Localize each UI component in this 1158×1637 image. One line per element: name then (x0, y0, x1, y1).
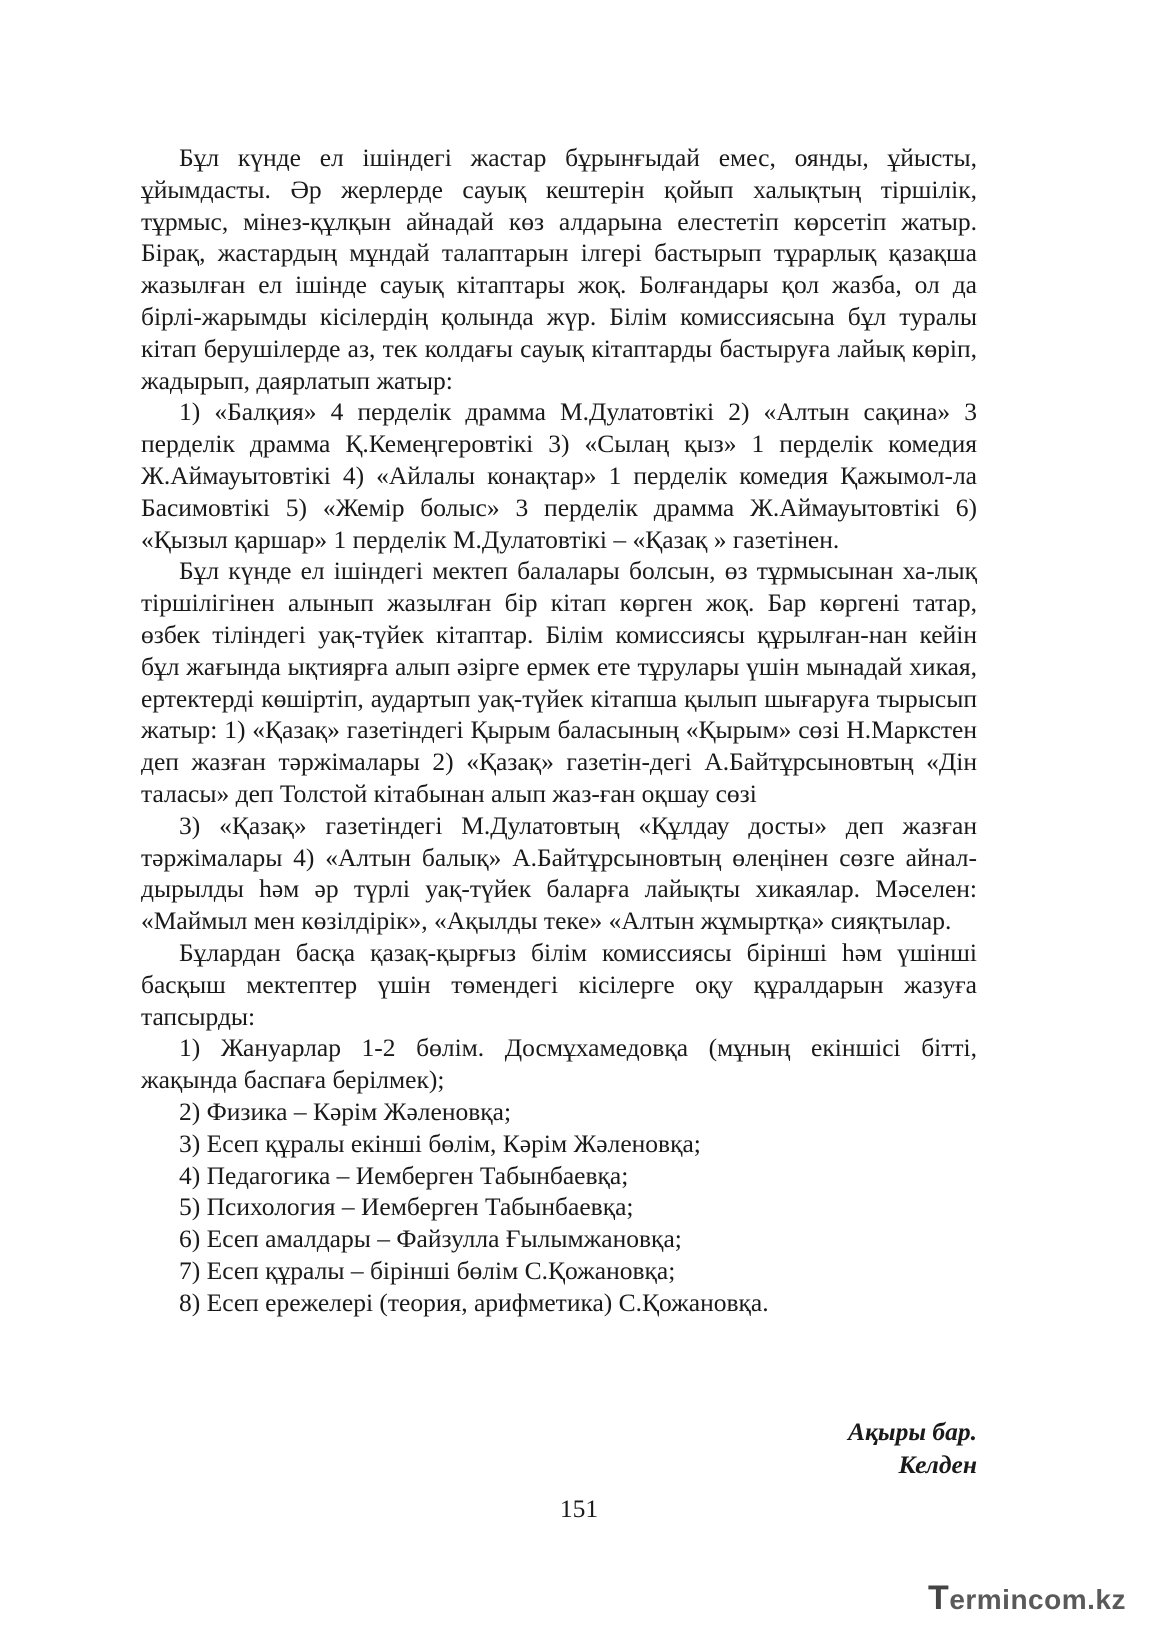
watermark-logo (928, 1581, 1126, 1617)
signature-author: Келден (898, 1450, 977, 1479)
list-item: 4) Педагогика – Иемберген Табынбаевқа; (179, 1160, 629, 1190)
list-item: 5) Психология – Иемберген Табынбаевқа; (179, 1192, 634, 1222)
paragraph: Бұл күнде ел ішіндегі жастар бұрынғыдай емес, оянды, ұйысты, ұйымдасты. Әр жерлерде сауық кештерін қойып халықтың тіршілік, тұрмыс, мінез-құлқын айнадай көз алдарына елестетіп көрсетіп жатыр. Бірақ, жастардың мұндай талаптарын ілгері бастырып тұрарлық қазақша жазылған ел ішінде сауық кітаптары жоқ. Болғандары қол жазба, ол да бірлі-жарымды кісілердің қолында жүр. Білім комиссиясына бұл туралы кітап берушілерде аз, тек колдағы сауық кітаптарды бастыруға лайық көріп, жадырып, даярлатып жатыр: (141, 143, 977, 395)
watermark-tail: m.kz (1061, 1584, 1126, 1615)
watermark-circle-letter: o (1044, 1584, 1062, 1615)
page-body (141, 142, 977, 1318)
paragraph: Бұлардан басқа қазақ-қырғыз білім комиссиясы бірінші һәм үшінші басқыш мектептер үшін төмендегі кісілерге оқу құралдарын жазуға тапсырды: (141, 937, 977, 1031)
list-item: 6) Есеп амалдары – Файзулла Ғылымжановқа; (179, 1224, 682, 1254)
list-item: 7) Есеп құралы – бірінші бөлім С.Қожановқа; (179, 1255, 676, 1285)
paragraph: Бұл күнде ел ішіндегі мектеп балалары болсын, өз тұрмысынан ха-лық тіршілігінен алынып жазылған бір кітап көрген жоқ. Бар көргені татар, өзбек тіліндегі уақ-түйек кітаптар. Білім комиссиясы құрылған-нан кейін бұл жағында ықтиярға алып әзірге ермек ете тұрулары үшін мынадай хикая, ертектерді көшіртіп, аудартып уақ-түйек кітапша қылып шығаруға тырысып жатыр: 1) «Қазақ» газетіндегі Қырым баласының «Қырым» сөзі Н.Маркстен деп жазған тәржімалары 2) «Қазақ» газетін-дегі А.Байтұрсыновтың «Дін таласы» деп Толстой кітабынан алып жаз-ған оқшау сөзі (141, 556, 977, 808)
watermark-text: erminc (949, 1584, 1045, 1615)
list-item: 2) Физика – Кәрім Жәленовқа; (179, 1096, 512, 1126)
paragraph: 1) «Балқия» 4 перделік драмма М.Дулатовтікі 2) «Алтын сақина» 3 перделік драмма Қ.Кемеңгеровтікі 3) «Сылаң қыз» 1 перделік комедия Ж.Аймауытовтікі 4) «Айлалы конақтар» 1 перделік комедия Қажымол-ла Басимовтікі 5) «Жемір болыс» 3 перделік драмма Ж.Аймауытовтікі 6) «Қызыл қаршар» 1 перделік М.Дулатовтікі – «Қазақ » газетінен. (141, 397, 977, 554)
signature (848, 1415, 977, 1481)
list-item: 8) Есеп ережелері (теория, арифметика) С.Қожановқа. (179, 1287, 769, 1317)
paragraph: 3) «Қазақ» газетіндегі М.Дулатовтың «Құлдау досты» деп жазған тәржімалары 4) «Алтын балық» А.Байтұрсыновтың өлеңінен сөзге айнал-дырылды һәм әр түрлі уақ-түйек баларға лайықты хикаялар. Мәселен: «Маймыл мен көзілдірік», «Ақылды теке» «Алтын жұмыртқа» сияқтылар. (141, 810, 977, 936)
signature-line: Ақыры бар. (847, 1417, 977, 1446)
watermark-first-letter: T (928, 1579, 950, 1617)
list-item: 3) Есеп құралы екінші бөлім, Кәрім Жәленовқа; (179, 1128, 701, 1158)
page-number: 151 (559, 1494, 599, 1523)
paragraph: 1) Жануарлар 1-2 бөлім. Досмұхамедовқа (мұның екіншісі бітті, жақында баспаға берілмек); (141, 1033, 977, 1095)
